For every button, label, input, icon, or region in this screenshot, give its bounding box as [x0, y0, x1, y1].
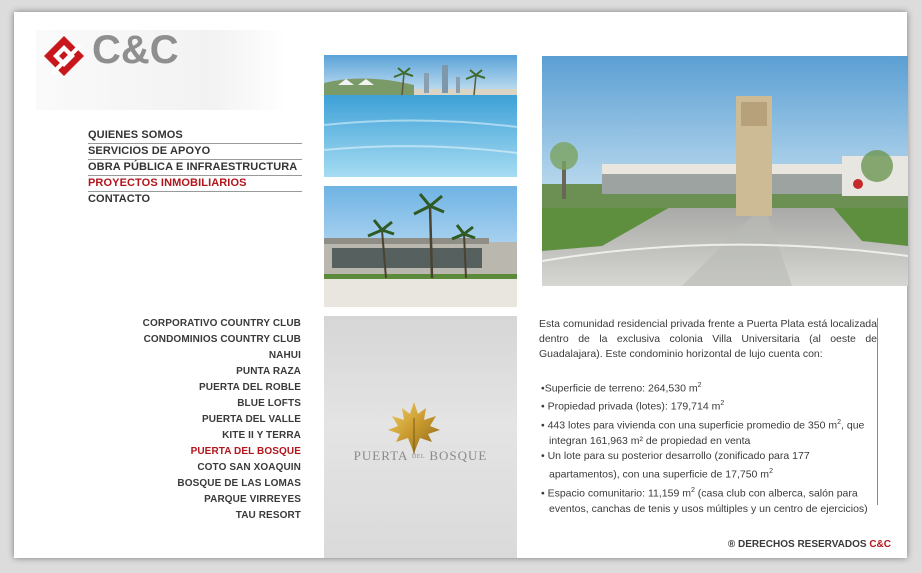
entrance-gate-photo: [542, 56, 908, 286]
pool-photo: [324, 55, 517, 177]
nav-item-quienes-somos[interactable]: QUIENES SOMOS: [88, 128, 302, 144]
main-nav: [88, 128, 302, 208]
description-divider: [877, 318, 878, 505]
project-item[interactable]: BOSQUE DE LAS LOMAS: [177, 478, 301, 489]
feature-list: [539, 378, 877, 517]
footer-copyright: ® DERECHOS RESERVADOS C&C: [727, 539, 891, 550]
feature-item: • Propiedad privada (lotes): 179,714 $m^2$: [541, 400, 725, 413]
project-item[interactable]: NAHUI: [268, 350, 301, 361]
nav-item-proyectos-inmobiliarios[interactable]: PROYECTOS INMOBILIARIOS: [88, 176, 302, 192]
nav-item-servicios-de-apoyo[interactable]: SERVICIOS DE APOYO: [88, 144, 302, 160]
clubhouse-photo: [324, 186, 517, 307]
project-item[interactable]: PUERTA DEL VALLE: [201, 414, 301, 425]
company-logo[interactable]: [36, 30, 286, 110]
page-frame: [14, 12, 907, 558]
project-item[interactable]: BLUE LOFTS: [237, 398, 301, 409]
feature-item: • Un lote para su posterior desarrollo (zonificado para 177 apartamentos), con una superficie de 17,750 $m^2$: [541, 449, 810, 481]
nav-item-contacto[interactable]: CONTACTO: [88, 193, 151, 205]
project-item[interactable]: COTO SAN XOAQUIN: [197, 462, 301, 473]
project-item[interactable]: KITE II Y TERRA: [222, 430, 301, 441]
feature-item: • Espacio comunitario: 11,159 $m^2$ (casa club con alberca, salón para eventos, canchas de tenis y usos múltiples y un centro de ejercicios): [541, 486, 868, 515]
project-item[interactable]: PUERTA DEL ROBLE: [199, 382, 301, 393]
feature-item: • 443 lotes para vivienda con una superficie promedio de 350 $m^2$, que integran 161,963 m² de propiedad en venta: [541, 419, 865, 447]
project-item[interactable]: PARQUE VIRREYES: [204, 494, 301, 505]
project-item[interactable]: PUNTA RAZA: [236, 366, 301, 377]
project-item[interactable]: CORPORATIVO COUNTRY CLUB: [142, 318, 301, 329]
project-item[interactable]: TAU RESORT: [235, 510, 301, 521]
brand-wordmark: PUERTA DEL BOSQUE: [353, 448, 488, 463]
project-brand-panel: [324, 316, 517, 558]
feature-item: •Superficie de terreno: 264,530 $m^2$: [541, 381, 702, 395]
description-intro: Esta comunidad residencial privada frente a Puerta Plata está localizada dentro de la exclusiva colonia Villa Universitaria (al oeste de Guadalajara). Este condominio horizontal de lujo cuenta con:: [539, 318, 877, 361]
project-item[interactable]: CONDOMINIOS COUNTRY CLUB: [143, 334, 301, 345]
nav-item-obra-publica[interactable]: OBRA PÚBLICA E INFRAESTRUCTURA: [88, 160, 302, 176]
project-list: [143, 316, 301, 524]
logo-text: C&C: [92, 28, 179, 72]
project-item-active[interactable]: PUERTA DEL BOSQUE: [190, 446, 301, 457]
project-description: [539, 317, 877, 517]
diamond-logo-icon: [42, 34, 86, 78]
